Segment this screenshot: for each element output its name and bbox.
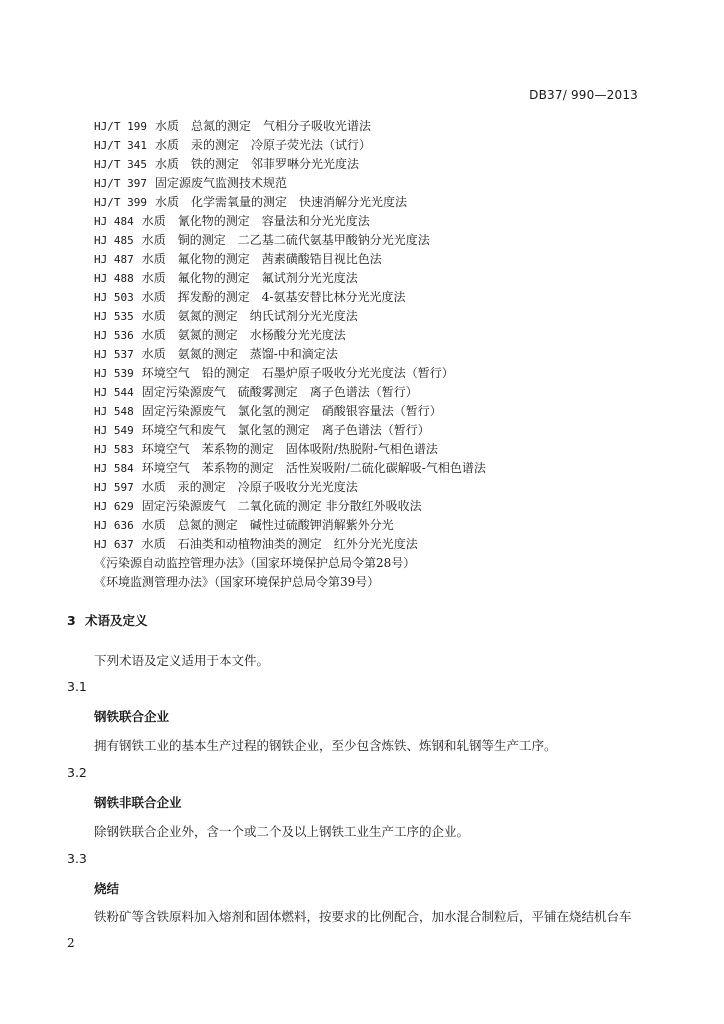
reference-item — [94, 136, 486, 155]
reference-code: HJ 539 — [94, 367, 134, 380]
reference-item — [94, 402, 486, 421]
clause-number: 3.3 — [67, 851, 87, 866]
reference-item — [94, 288, 486, 307]
reference-code: HJ 548 — [94, 405, 134, 418]
reference-item — [94, 383, 486, 402]
reference-title: 固定源废气监测技术规范 — [154, 176, 287, 190]
reference-code: HJ 544 — [94, 386, 134, 399]
reference-title: 水质 氟化物的测定 茜素磺酸锆目视比色法 — [141, 252, 382, 266]
reference-code: HJ 584 — [94, 462, 134, 475]
reference-title: 环境空气 苯系物的测定 固体吸附/热脱附-气相色谱法 — [141, 442, 438, 456]
reference-item — [94, 212, 486, 231]
reference-item — [94, 421, 486, 440]
document-code-header: DB37/ 990—2013 — [529, 88, 638, 102]
reference-title: 水质 石油类和动植物油类的测定 红外分光光度法 — [141, 537, 418, 551]
reference-code: HJ 597 — [94, 481, 134, 494]
reference-title: 水质 氨氮的测定 纳氏试剂分光光度法 — [141, 309, 358, 323]
reference-code: HJ/T 399 — [94, 196, 147, 209]
reference-code: HJ/T 397 — [94, 177, 147, 190]
reference-item — [94, 174, 486, 193]
reference-item — [94, 250, 486, 269]
page-number: 2 — [67, 936, 75, 950]
reference-code: HJ 487 — [94, 253, 134, 266]
reference-item — [94, 535, 486, 554]
clause-number: 3.2 — [67, 765, 87, 780]
reference-code: HJ/T 199 — [94, 120, 147, 133]
reference-title: 环境空气 苯系物的测定 活性炭吸附/二硫化碳解吸-气相色谱法 — [141, 461, 486, 475]
reference-item — [94, 231, 486, 250]
reference-title: 水质 氨氮的测定 蒸馏-中和滴定法 — [141, 347, 338, 361]
reference-title: 固定污染源废气 硫酸雾测定 离子色谱法（暂行） — [141, 385, 418, 399]
term-definition: 拥有钢铁工业的基本生产过程的钢铁企业，至少包含炼铁、炼钢和轧钢等生产工序。 — [94, 738, 557, 753]
section-intro: 下列术语及定义适用于本文件。 — [94, 653, 270, 668]
reference-item — [94, 364, 486, 383]
reference-title: 水质 铜的测定 二乙基二硫代氨基甲酸钠分光光度法 — [141, 233, 430, 247]
reference-item — [94, 307, 486, 326]
reference-title: 水质 汞的测定 冷原子荧光法（试行） — [154, 138, 371, 152]
reference-item — [94, 269, 486, 288]
reference-code: HJ 637 — [94, 538, 134, 551]
section-heading — [67, 611, 148, 629]
term-heading: 钢铁联合企业 — [94, 709, 170, 724]
reference-item — [94, 497, 486, 516]
reference-code: HJ/T 341 — [94, 139, 147, 152]
reference-title: 水质 挥发酚的测定 4-氨基安替比林分光光度法 — [141, 290, 406, 304]
reference-title: 水质 汞的测定 冷原子吸收分光光度法 — [141, 480, 358, 494]
reference-title: 固定污染源废气 二氧化硫的测定 非分散红外吸收法 — [141, 499, 422, 513]
reference-item — [94, 516, 486, 535]
term-heading: 钢铁非联合企业 — [94, 795, 182, 810]
reference-code: HJ 535 — [94, 310, 134, 323]
clause-number: 3.1 — [67, 679, 87, 694]
reference-code: HJ 549 — [94, 424, 134, 437]
reference-code: HJ 537 — [94, 348, 134, 361]
reference-title: 固定污染源废气 氯化氢的测定 硝酸银容量法（暂行） — [141, 404, 442, 418]
reference-title: 水质 氟化物的测定 氟试剂分光光度法 — [141, 271, 358, 285]
reference-item — [94, 440, 486, 459]
reference-code: HJ 636 — [94, 519, 134, 532]
reference-item — [94, 459, 486, 478]
reference-code: HJ 583 — [94, 443, 134, 456]
reference-item — [94, 193, 486, 212]
regulation-item: 《污染源自动监控管理办法》（国家环境保护总局令第28号） — [94, 556, 416, 570]
reference-code: HJ 485 — [94, 234, 134, 247]
reference-code: HJ 503 — [94, 291, 134, 304]
reference-title: 水质 氰化物的测定 容量法和分光光度法 — [141, 214, 370, 228]
reference-title: 水质 化学需氧量的测定 快速消解分光光度法 — [154, 195, 407, 209]
reference-title: 水质 总氮的测定 碱性过硫酸钾消解紫外分光 — [141, 518, 394, 532]
reference-code: HJ 488 — [94, 272, 134, 285]
reference-title: 水质 铁的测定 邻菲罗啉分光光度法 — [154, 157, 359, 171]
reference-title: 环境空气 铅的测定 石墨炉原子吸收分光光度法（暂行） — [141, 366, 454, 380]
reference-item — [94, 326, 486, 345]
reference-code: HJ 536 — [94, 329, 134, 342]
reference-code: HJ 484 — [94, 215, 134, 228]
term-definition: 除钢铁联合企业外，含一个或二个及以上钢铁工业生产工序的企业。 — [94, 824, 470, 839]
section-title: 术语及定义 — [85, 613, 148, 628]
normative-references-list — [94, 117, 486, 592]
reference-code: HJ/T 345 — [94, 158, 147, 171]
section-number: 3 — [67, 613, 76, 628]
reference-title: 水质 氨氮的测定 水杨酸分光光度法 — [141, 328, 346, 342]
reference-title: 水质 总氮的测定 气相分子吸收光谱法 — [154, 119, 371, 133]
reference-item — [94, 155, 486, 174]
reference-title: 环境空气和废气 氯化氢的测定 离子色谱法（暂行） — [141, 423, 430, 437]
reference-item — [94, 345, 486, 364]
reference-code: HJ 629 — [94, 500, 134, 513]
regulation-item: 《环境监测管理办法》（国家环境保护总局令第39号） — [94, 575, 380, 589]
term-definition: 铁粉矿等含铁原料加入熔剂和固体燃料，按要求的比例配合，加水混合制粒后，平铺在烧结机台车 — [94, 909, 632, 924]
term-heading: 烧结 — [94, 881, 120, 896]
reference-item — [94, 117, 486, 136]
reference-item — [94, 478, 486, 497]
